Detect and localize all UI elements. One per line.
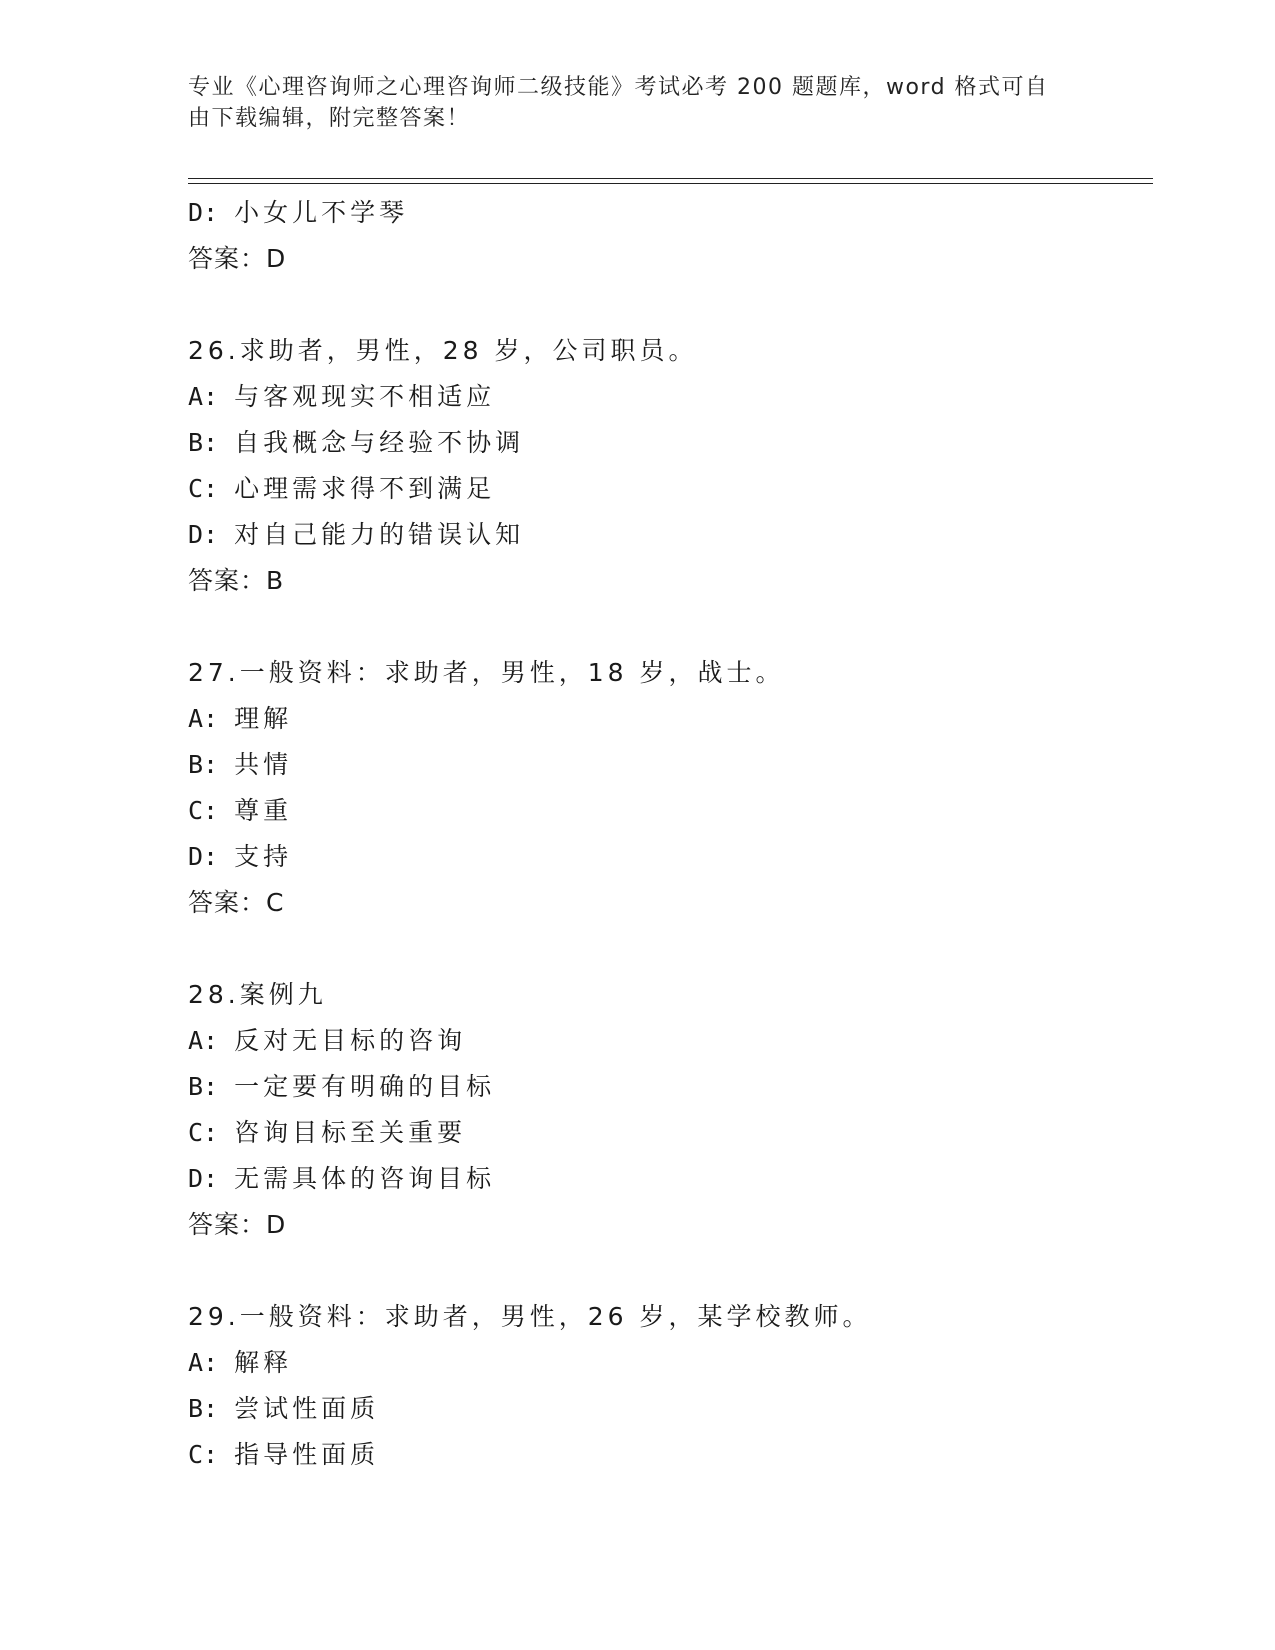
document-header [188,72,1068,134]
spacer [188,1248,1153,1294]
option-text: 指导性面质 [234,1440,380,1469]
question-29 [188,1294,1153,1478]
option-c [188,1432,1153,1478]
option-b [188,420,1153,466]
option-label: B: [188,428,219,457]
option-label: B: [188,1072,219,1101]
option-a [188,696,1153,742]
option-label: D: [188,1164,219,1193]
option-b [188,742,1153,788]
question-stem: 28.案例九 [188,980,327,1009]
option-text: 对自己能力的错误认知 [234,520,525,549]
option-label: C: [188,796,219,825]
option-label: B: [188,1394,219,1423]
option-d [188,190,1153,236]
question-25-tail [188,190,1153,282]
option-text: 支持 [234,842,293,871]
option-text: 共情 [234,750,293,779]
answer-line: 答案：D [188,1210,287,1239]
spacer [188,282,1153,328]
option-text: 心理需求得不到满足 [234,474,496,503]
spacer [188,926,1153,972]
question-26 [188,328,1153,604]
option-a [188,1340,1153,1386]
option-text: 反对无目标的咨询 [234,1026,467,1055]
option-text: 无需具体的咨询目标 [234,1164,496,1193]
option-text: 一定要有明确的目标 [234,1072,496,1101]
option-c [188,788,1153,834]
option-text: 咨询目标至关重要 [234,1118,467,1147]
option-c [188,1110,1153,1156]
spacer [188,604,1153,650]
question-28 [188,972,1153,1248]
option-b [188,1064,1153,1110]
option-text: 小女儿不学琴 [234,198,409,227]
option-label: A: [188,1026,219,1055]
question-stem: 29.一般资料：求助者，男性，26 岁，某学校教师。 [188,1302,872,1331]
option-label: D: [188,198,219,227]
option-text: 解释 [234,1348,293,1377]
option-label: A: [188,704,219,733]
question-27 [188,650,1153,926]
header-title-line-1: 专业《心理咨询师之心理咨询师二级技能》考试必考 200 题题库，word 格式可自 [188,75,1049,100]
option-label: C: [188,1440,219,1469]
option-a [188,1018,1153,1064]
question-stem: 26.求助者，男性，28 岁，公司职员。 [188,336,698,365]
option-text: 尊重 [234,796,293,825]
answer-line: 答案：D [188,244,287,273]
header-divider-bottom [188,183,1153,184]
option-d [188,512,1153,558]
option-label: C: [188,474,219,503]
option-text: 尝试性面质 [234,1394,380,1423]
option-c [188,466,1153,512]
header-divider-top [188,178,1153,179]
option-label: D: [188,520,219,549]
option-text: 自我概念与经验不协调 [234,428,525,457]
question-content [188,190,1153,1478]
option-label: D: [188,842,219,871]
option-label: B: [188,750,219,779]
header-title-line-2: 由下载编辑，附完整答案！ [188,106,471,131]
option-label: C: [188,1118,219,1147]
option-text: 与客观现实不相适应 [234,382,496,411]
option-label: A: [188,382,219,411]
answer-line: 答案：B [188,566,285,595]
option-d [188,1156,1153,1202]
option-a [188,374,1153,420]
option-b [188,1386,1153,1432]
option-text: 理解 [234,704,293,733]
question-stem: 27.一般资料：求助者，男性，18 岁，战士。 [188,658,785,687]
option-label: A: [188,1348,219,1377]
answer-line: 答案：C [188,888,285,917]
option-d [188,834,1153,880]
